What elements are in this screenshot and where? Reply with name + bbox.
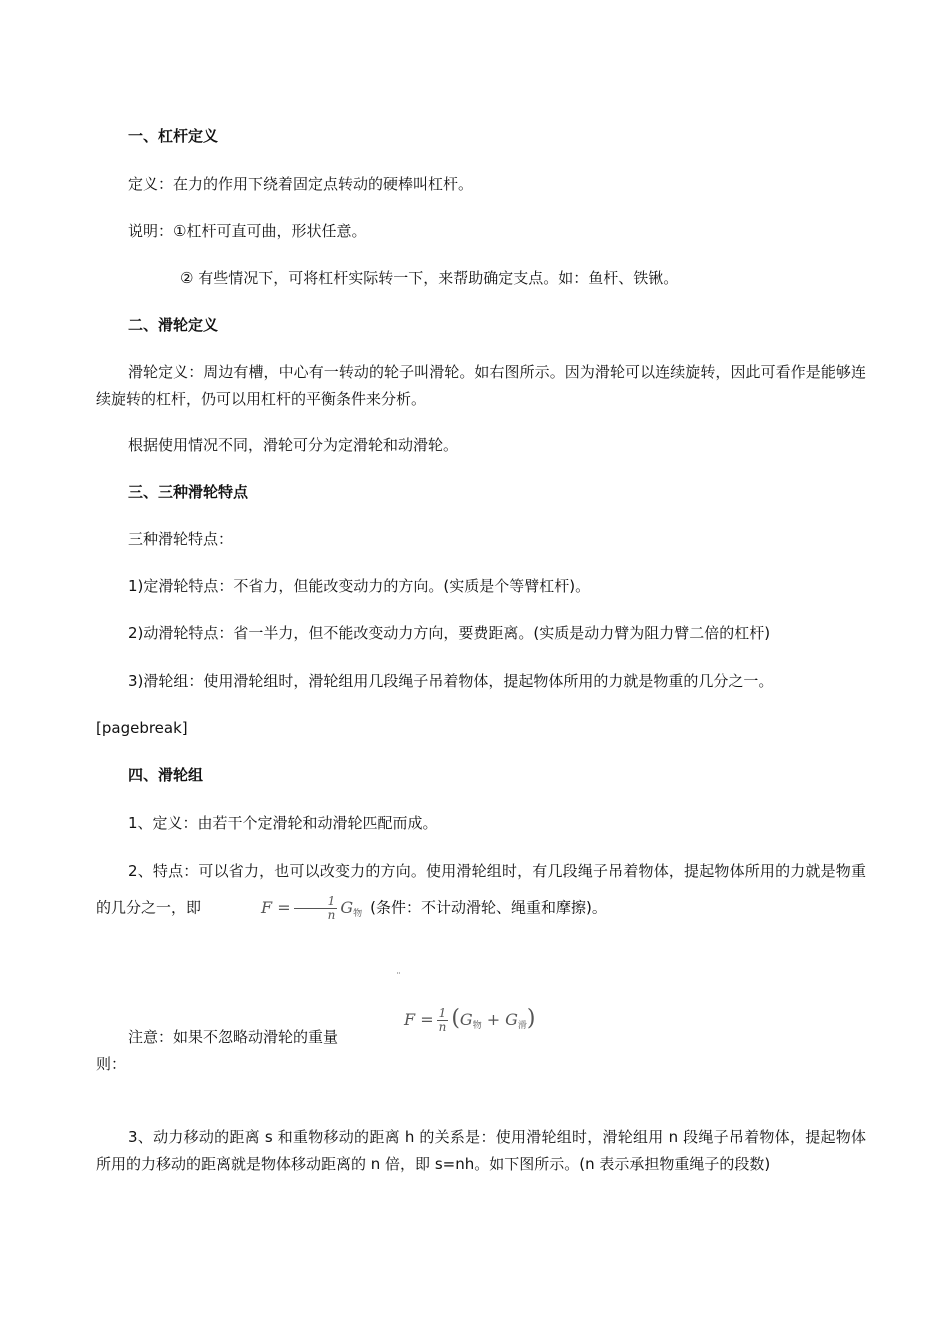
heading-pulley-definition: 二、滑轮定义 xyxy=(128,316,219,334)
formula2-lhs: F = xyxy=(404,1010,434,1029)
paragraph-pulley-types: 根据使用情况不同，滑轮可分为定滑轮和动滑轮。 xyxy=(128,436,459,454)
formula2-sub1: 物 xyxy=(472,1021,482,1031)
paragraph-pulley-block-features xyxy=(96,857,866,931)
paragraph-lever-note-1: 说明：①杠杆可直可曲，形状任意。 xyxy=(128,222,367,240)
paragraph-note-formula: 注意：如果不忽略动滑轮的重量则： xyxy=(96,1028,339,1073)
formula2-numerator: 1 xyxy=(437,1007,449,1021)
paragraph-three-pulleys-intro: 三种滑轮特点： xyxy=(128,530,234,548)
paragraph-lever-note-2: ② 有些情况下，可将杠杆实际转一下，来帮助确定支点。如：鱼杆、铁锹。 xyxy=(180,269,679,287)
formula2-var1: G xyxy=(459,1010,473,1029)
heading-three-pulleys: 三、三种滑轮特点 xyxy=(128,483,249,501)
paragraph-pulley-definition: 滑轮定义：周边有槽，中心有一转动的轮子叫滑轮。如右图所示。因为滑轮可以连续旋转，因此可看作是能够连续旋转的杠杆，仍可以用杠杆的平衡条件来分析。 xyxy=(96,363,866,408)
paragraph-lever-definition: 定义：在力的作用下绕着固定点转动的硬棒叫杠杆。 xyxy=(128,175,474,193)
formula1-denominator: n xyxy=(327,908,336,922)
formula1-var: G xyxy=(340,898,354,917)
formula2-open-paren: ( xyxy=(451,1006,460,1031)
pagebreak-marker: [pagebreak] xyxy=(96,719,188,737)
paragraph-fixed-pulley: 1)定滑轮特点：不省力，但能改变动力的方向。(实质是个等臂杠杆)。 xyxy=(128,577,591,595)
formula2-fraction xyxy=(437,1007,449,1034)
features-text: 2、特点：可以省力，也可以改变力的方向。使用滑轮组时，有几段绳子吊着物体，提起物体所用的力就是物重的几分之一，即 xyxy=(96,862,866,917)
formula2-var2: G xyxy=(505,1010,518,1029)
formula-artifact-mark: ¨ xyxy=(396,972,401,983)
formula1-sub: 物 xyxy=(353,909,363,919)
formula1-fraction xyxy=(294,895,338,922)
heading-pulley-block: 四、滑轮组 xyxy=(128,766,204,784)
formula1-lhs: F = xyxy=(261,898,291,917)
features-condition: (条件：不计动滑轮、绳重和摩擦)。 xyxy=(370,898,607,917)
formula2-denominator: n xyxy=(438,1020,447,1034)
formula-real-force xyxy=(404,996,536,1042)
paragraph-movable-pulley: 2)动滑轮特点：省一半力，但不能改变动力方向，要费距离。(实质是动力臂为阻力臂二倍的杠杆) xyxy=(128,624,771,642)
formula2-plus: + xyxy=(486,1010,501,1029)
formula2-sub2: 滑 xyxy=(517,1021,527,1031)
paragraph-pulley-block: 3)滑轮组：使用滑轮组时，滑轮组用几段绳子吊着物体，提起物体所用的力就是物重的几分之一。 xyxy=(128,672,774,690)
formula-ideal-force xyxy=(229,885,362,931)
formula1-numerator: 1 xyxy=(294,895,338,909)
heading-lever-definition: 一、杠杆定义 xyxy=(128,127,219,145)
paragraph-distance-relation: 3、动力移动的距离 s 和重物移动的距离 h 的关系是：使用滑轮组时，滑轮组用 n 段绳子吊着物体，提起物体所用的力移动的距离就是物体移动距离的 n 倍，即 s=nh。如下图所示。(n 表示承担物重绳子的段数) xyxy=(96,1128,866,1173)
paragraph-pulley-block-definition: 1、定义：由若干个定滑轮和动滑轮匹配而成。 xyxy=(128,814,438,832)
formula2-close-paren: ) xyxy=(526,1006,536,1031)
